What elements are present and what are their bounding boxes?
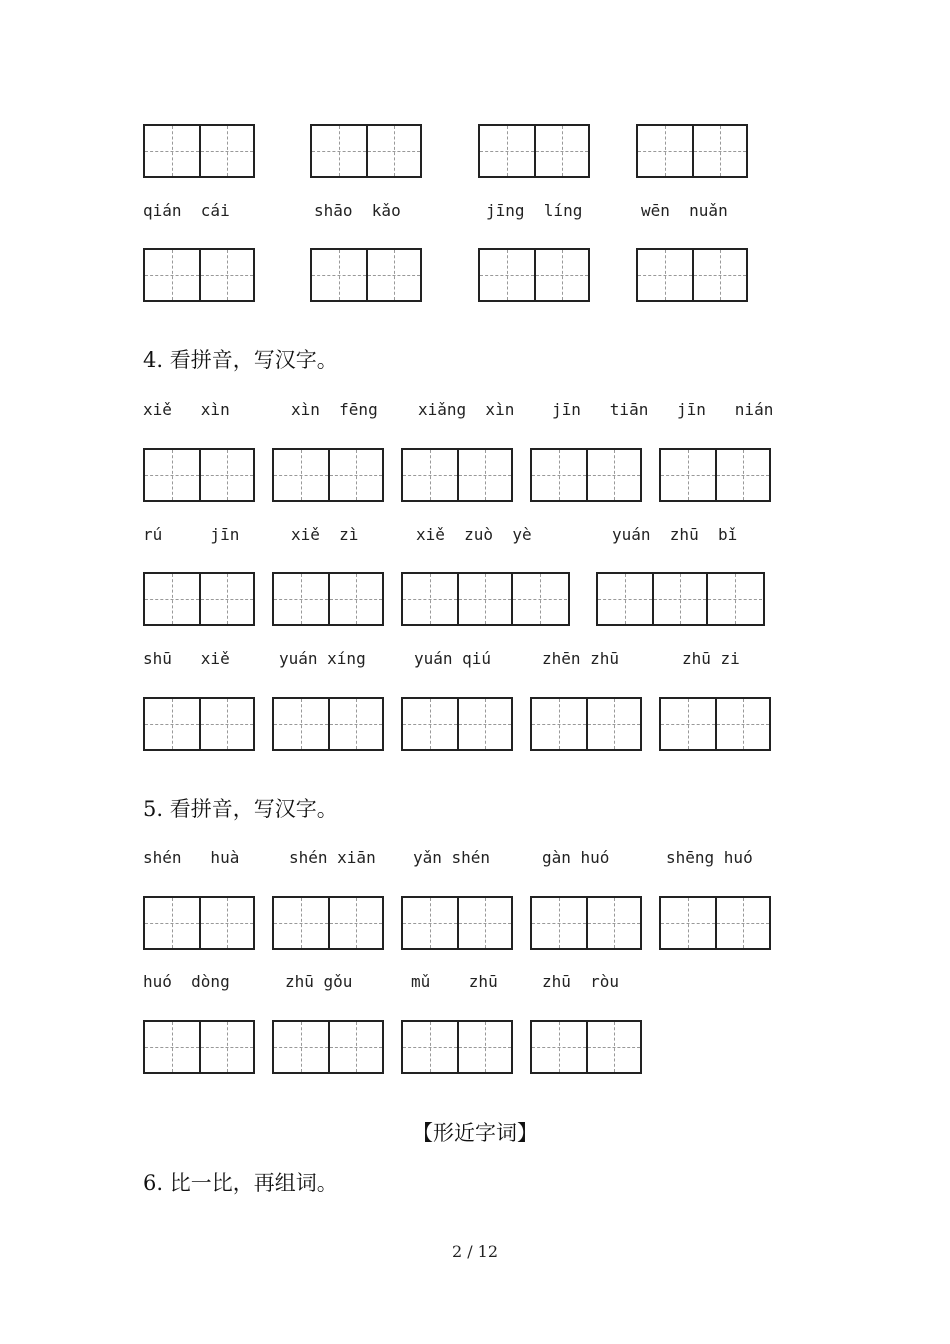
grid-cell	[586, 699, 640, 749]
grid-cell	[199, 1022, 253, 1072]
grid-cell	[145, 126, 199, 176]
grid-cell	[532, 450, 586, 500]
writing-grid	[143, 697, 255, 751]
grid-cell	[199, 898, 253, 948]
writing-grid	[530, 448, 642, 502]
grid-cell	[534, 126, 588, 176]
grid-cell	[532, 1022, 586, 1072]
writing-grid	[596, 572, 765, 626]
writing-grid	[401, 572, 570, 626]
writing-grid	[530, 1020, 642, 1074]
grid-cell	[661, 898, 715, 948]
pinyin-label: yuán xíng	[279, 649, 366, 668]
pinyin-label: zhū zi	[682, 649, 740, 668]
writing-grid	[478, 124, 590, 178]
grid-cell	[274, 450, 328, 500]
pinyin-label: jīn tiān	[552, 400, 649, 419]
writing-grid	[143, 248, 255, 302]
pinyin-label: xiě zuò yè	[416, 525, 532, 544]
grid-cell	[706, 574, 762, 624]
grid-cell	[457, 898, 511, 948]
pinyin-label: yuán zhū bǐ	[612, 525, 738, 544]
writing-grid	[530, 896, 642, 950]
grid-cell	[145, 699, 199, 749]
pinyin-label: shū xiě	[143, 649, 230, 668]
grid-cell	[511, 574, 567, 624]
pinyin-label: mǔ zhū	[411, 972, 498, 991]
grid-cell	[145, 574, 199, 624]
grid-cell	[403, 898, 457, 948]
writing-grid	[272, 1020, 384, 1074]
question-6-heading: 6. 比一比，再组词。	[143, 1171, 338, 1195]
grid-cell	[638, 250, 692, 300]
section-title: 【形近字词】	[412, 1121, 538, 1145]
pinyin-label: zhēn zhū	[542, 649, 620, 668]
grid-cell	[715, 450, 769, 500]
writing-grid	[401, 1020, 513, 1074]
question-5-heading: 5. 看拼音，写汉字。	[143, 797, 338, 821]
writing-grid	[143, 572, 255, 626]
writing-grid	[310, 248, 422, 302]
writing-grid	[530, 697, 642, 751]
grid-cell	[312, 250, 366, 300]
grid-cell	[652, 574, 706, 624]
grid-cell	[638, 126, 692, 176]
writing-grid	[272, 448, 384, 502]
writing-grid	[659, 448, 771, 502]
pinyin-label: xiǎng xìn	[418, 400, 515, 419]
grid-cell	[457, 1022, 511, 1072]
grid-cell	[661, 450, 715, 500]
writing-grid	[272, 896, 384, 950]
grid-cell	[532, 699, 586, 749]
grid-cell	[403, 450, 457, 500]
grid-cell	[661, 699, 715, 749]
grid-cell	[480, 250, 534, 300]
grid-cell	[403, 699, 457, 749]
pinyin-label: yuán qiú	[414, 649, 492, 668]
pinyin-label: xìn fēng	[291, 400, 378, 419]
grid-cell	[366, 250, 420, 300]
grid-cell	[403, 574, 457, 624]
grid-cell	[145, 450, 199, 500]
pinyin-label: rú jīn	[143, 525, 240, 544]
grid-cell	[715, 699, 769, 749]
writing-grid	[478, 248, 590, 302]
grid-cell	[534, 250, 588, 300]
pinyin-label: wēn nuǎn	[641, 201, 728, 220]
grid-cell	[328, 1022, 382, 1072]
grid-cell	[274, 574, 328, 624]
grid-cell	[145, 250, 199, 300]
grid-cell	[274, 898, 328, 948]
grid-cell	[312, 126, 366, 176]
pinyin-label: huó dòng	[143, 972, 230, 991]
pinyin-label: jīn nián	[677, 400, 774, 419]
grid-cell	[586, 898, 640, 948]
grid-cell	[457, 450, 511, 500]
writing-grid	[401, 697, 513, 751]
writing-grid	[310, 124, 422, 178]
pinyin-label: shén xiān	[289, 848, 376, 867]
pinyin-label: jīng líng	[486, 201, 583, 220]
page-number: 2 / 12	[451, 1242, 499, 1261]
grid-cell	[457, 574, 511, 624]
pinyin-label: xiě zì	[291, 525, 359, 544]
writing-grid	[636, 248, 748, 302]
grid-cell	[692, 250, 746, 300]
pinyin-label: qián cái	[143, 201, 230, 220]
writing-grid	[401, 896, 513, 950]
writing-grid	[143, 448, 255, 502]
grid-cell	[366, 126, 420, 176]
grid-cell	[199, 250, 253, 300]
pinyin-label: shén huà	[143, 848, 240, 867]
writing-grid	[143, 1020, 255, 1074]
pinyin-label: yǎn shén	[413, 848, 491, 867]
writing-grid	[636, 124, 748, 178]
pinyin-label: zhū gǒu	[285, 972, 353, 991]
grid-cell	[715, 898, 769, 948]
grid-cell	[145, 898, 199, 948]
pinyin-label: zhū ròu	[542, 972, 620, 991]
grid-cell	[598, 574, 652, 624]
grid-cell	[328, 450, 382, 500]
writing-grid	[272, 572, 384, 626]
grid-cell	[199, 450, 253, 500]
question-4-heading: 4. 看拼音，写汉字。	[143, 348, 338, 372]
writing-grid	[659, 896, 771, 950]
grid-cell	[692, 126, 746, 176]
grid-cell	[457, 699, 511, 749]
grid-cell	[328, 574, 382, 624]
grid-cell	[199, 699, 253, 749]
writing-grid	[143, 896, 255, 950]
pinyin-label: shāo kǎo	[314, 201, 401, 220]
grid-cell	[274, 699, 328, 749]
pinyin-label: gàn huó	[542, 848, 610, 867]
writing-grid	[401, 448, 513, 502]
writing-grid	[143, 124, 255, 178]
grid-cell	[274, 1022, 328, 1072]
grid-cell	[328, 898, 382, 948]
grid-cell	[328, 699, 382, 749]
grid-cell	[403, 1022, 457, 1072]
grid-cell	[199, 126, 253, 176]
grid-cell	[532, 898, 586, 948]
grid-cell	[586, 450, 640, 500]
grid-cell	[199, 574, 253, 624]
writing-grid	[272, 697, 384, 751]
pinyin-label: xiě xìn	[143, 400, 230, 419]
pinyin-label: shēng huó	[666, 848, 753, 867]
grid-cell	[145, 1022, 199, 1072]
grid-cell	[480, 126, 534, 176]
writing-grid	[659, 697, 771, 751]
grid-cell	[586, 1022, 640, 1072]
